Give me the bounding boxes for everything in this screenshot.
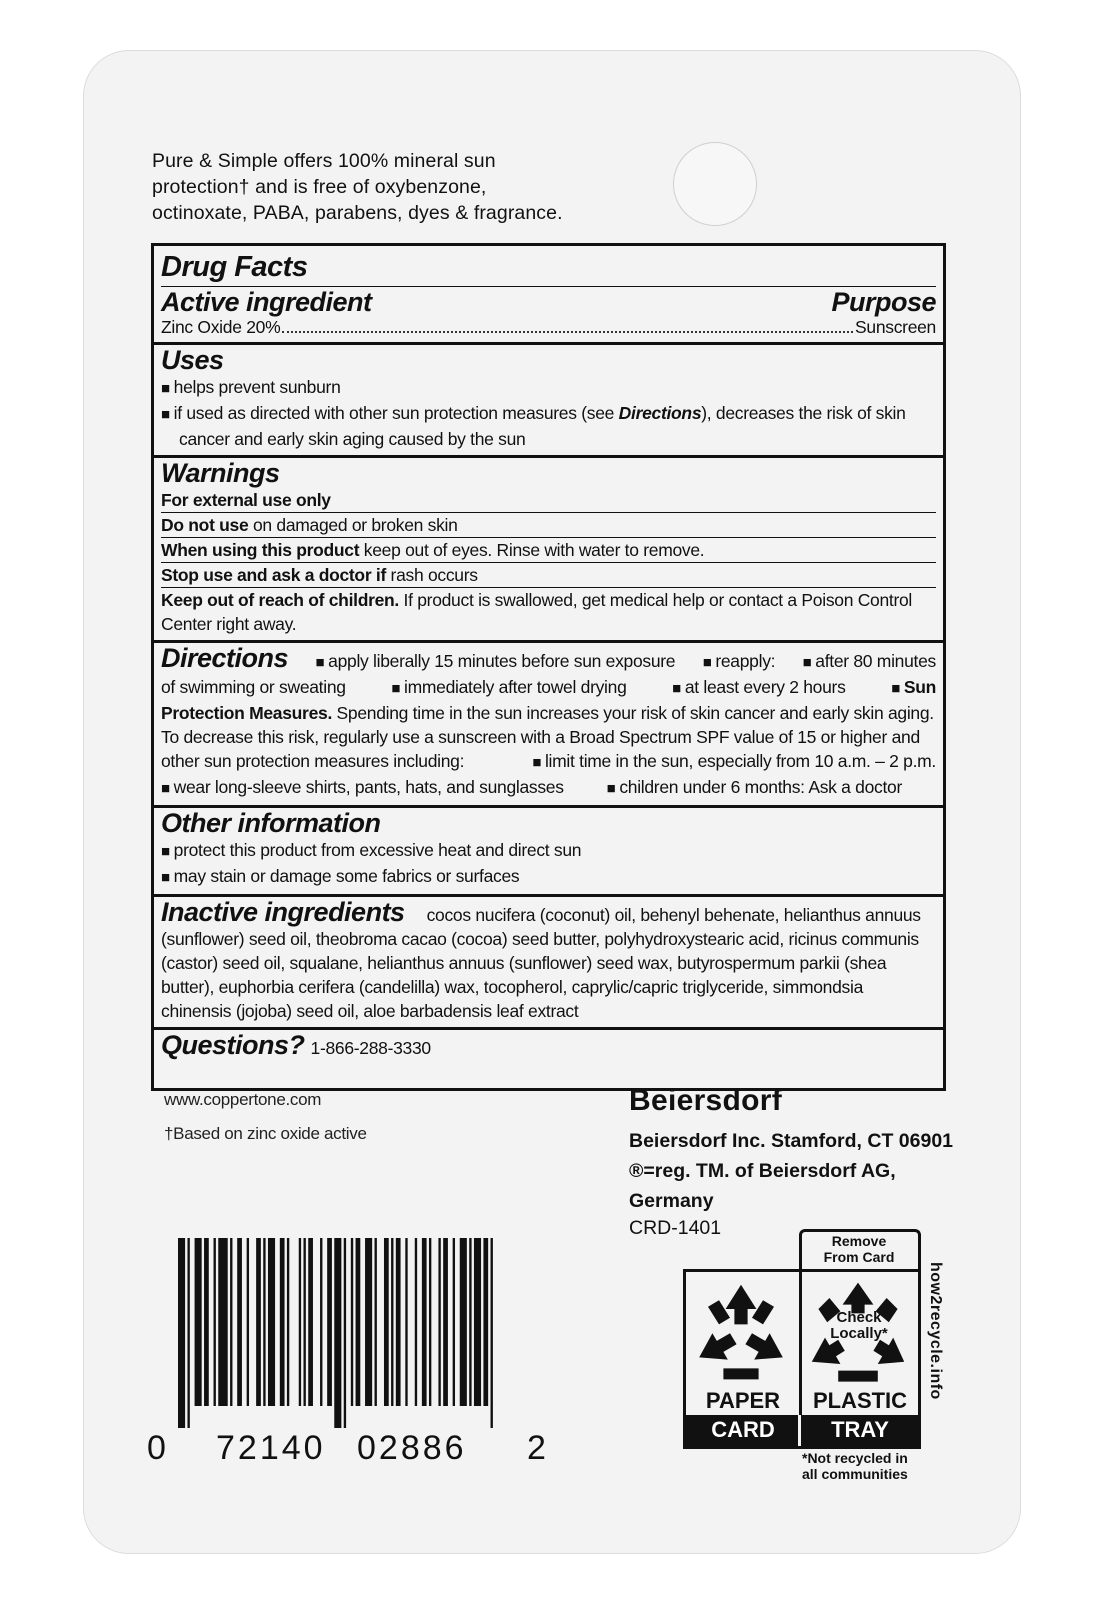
intro-line: protection† and is free of oxybenzone, — [152, 176, 487, 198]
recycle-note-line: *Not recycled in — [802, 1450, 908, 1466]
recycle-note — [802, 1450, 908, 1482]
direction-item: ■ after 80 minutes — [803, 649, 936, 675]
uses-item-text: helps prevent sunburn — [173, 377, 341, 397]
warning-when-using — [161, 538, 936, 563]
barcode-bar — [474, 1238, 481, 1406]
uses-item-text: if used as directed with other sun protection measures (see — [173, 403, 619, 423]
website-url: www.coppertone.com — [164, 1090, 322, 1109]
barcode-bar — [256, 1238, 261, 1406]
direction-text: Spending time in the sun increases your risk of skin cancer and early skin aging. — [332, 703, 934, 723]
address-line: Germany — [629, 1190, 714, 1212]
inactive-section — [154, 897, 943, 1030]
direction-item: ■ limit time in the sun, especially from 10 a.m. – 2 p.m. — [532, 749, 936, 775]
questions-heading: Questions? — [161, 1030, 305, 1060]
inactive-text: butter), euphorbia cerifera (candelilla) wax, tocopherol, caprylic/capric triglyceride, simmondsia — [161, 977, 864, 997]
intro-text — [152, 148, 672, 226]
barcode-bar — [230, 1238, 232, 1406]
uses-item — [161, 375, 936, 401]
barcode-bar — [443, 1238, 448, 1406]
recycle-note-line: all communities — [802, 1466, 908, 1482]
uses-item — [161, 401, 936, 427]
barcode-bar — [268, 1238, 275, 1406]
intro-line: Pure & Simple offers 100% mineral sun — [152, 150, 496, 172]
directions-ref: Directions — [618, 403, 702, 423]
barcode-bar — [460, 1238, 467, 1406]
barcode-bar — [187, 1238, 189, 1428]
warning-text: keep out of eyes. Rinse with water to remove. — [359, 540, 705, 560]
other-info-text: may stain or damage some fabrics or surfaces — [173, 866, 520, 886]
barcode-bar — [263, 1238, 265, 1406]
barcode-bar — [299, 1238, 301, 1406]
footnote: †Based on zinc oxide active — [164, 1124, 367, 1143]
barcode-digit-left: 0 — [147, 1429, 167, 1467]
paper-label: PAPER — [705, 1388, 781, 1413]
direction-item: of swimming or sweating — [161, 677, 346, 697]
warning-do-not-use — [161, 513, 936, 538]
warning-label: Keep out of reach of children. — [161, 590, 399, 610]
direction-item: ■ at least every 2 hours — [672, 675, 845, 701]
plastic-label: PLASTIC — [812, 1388, 908, 1413]
remove-from-card-text — [801, 1233, 917, 1265]
barcode-bar — [453, 1238, 455, 1406]
directions-section — [154, 643, 943, 808]
barcode-bar — [483, 1238, 488, 1406]
inactive-text: chinensis (jojoba) seed oil, aloe barbadensis leaf extract — [161, 1001, 579, 1021]
active-ingredient-name: Zinc Oxide 20% — [161, 317, 281, 337]
card-label: CARD — [711, 1417, 775, 1442]
product-code: CRD-1401 — [629, 1217, 722, 1239]
barcode-bar — [356, 1238, 361, 1406]
barcode-bar — [365, 1238, 372, 1406]
warning-label: Do not use — [161, 515, 249, 535]
inactive-text: (castor) seed oil, squalane, helianthus annuus (sunflower) seed wax, butyrospermum parkii (shea — [161, 953, 887, 973]
direction-item: ■ reapply: — [703, 649, 776, 675]
uses-item-text: ), decreases the risk of skin — [701, 403, 906, 423]
purpose-heading: Purpose — [831, 287, 936, 317]
barcode-bar — [247, 1238, 249, 1406]
warnings-heading: Warnings — [161, 458, 280, 488]
barcode-bar — [415, 1238, 417, 1406]
inactive-text: cocos nucifera (coconut) oil, behenyl behenate, helianthus annuus — [426, 905, 921, 925]
warning-stop-use — [161, 563, 936, 588]
barcode-group-1: 72140 — [216, 1429, 326, 1467]
recycle-text: Check — [836, 1309, 882, 1326]
barcode-bar — [178, 1238, 185, 1428]
barcode-bar — [469, 1238, 471, 1406]
barcode-bar — [280, 1238, 285, 1406]
how2recycle-site: how2recycle.info — [927, 1262, 944, 1400]
warning-label: Stop use and ask a doctor if — [161, 565, 386, 585]
direction-item: ■ apply liberally 15 minutes before sun exposure — [316, 649, 676, 675]
barcode-bar — [396, 1238, 401, 1406]
drug-facts-panel — [151, 243, 946, 1091]
other-info-item — [161, 864, 936, 890]
questions-section — [154, 1030, 943, 1060]
barcode-digit-right: 2 — [527, 1429, 547, 1467]
warning-label: When using this product — [161, 540, 360, 560]
barcode-bar — [287, 1238, 289, 1406]
barcode-bar — [429, 1238, 431, 1406]
direction-text: To decrease this risk, regularly use a sunscreen with a Broad Spectrum SPF value of 15 or higher and — [161, 727, 920, 747]
barcode-bar — [214, 1238, 216, 1406]
barcode-group-2: 02886 — [357, 1429, 467, 1467]
warning-text: rash occurs — [385, 565, 478, 585]
barcode-bar — [204, 1238, 209, 1406]
barcode-bar — [422, 1238, 427, 1406]
direction-item: ■ Sun — [891, 675, 936, 701]
barcode-bar — [491, 1238, 493, 1428]
other-info-heading: Other information — [161, 808, 381, 838]
warnings-section — [154, 458, 943, 643]
barcode-bar — [438, 1238, 440, 1406]
barcode-bar — [308, 1238, 313, 1406]
other-info-text: protect this product from excessive heat and direct sun — [173, 840, 582, 860]
barcode-bar — [384, 1238, 389, 1406]
direction-text: other sun protection measures including: — [161, 751, 465, 771]
barcode-bar — [303, 1238, 305, 1406]
directions-heading: Directions — [161, 643, 289, 673]
barcode-bar — [320, 1238, 322, 1406]
uses-heading: Uses — [161, 345, 224, 375]
barcode-bar — [327, 1238, 332, 1406]
dot-leader — [282, 331, 853, 333]
barcode-bar — [344, 1238, 346, 1428]
direction-item: ■ immediately after towel drying — [391, 675, 626, 701]
manufacturer-address — [629, 1126, 953, 1216]
address-line: Beiersdorf Inc. Stamford, CT 06901 — [629, 1130, 954, 1152]
barcode-bar — [237, 1238, 242, 1406]
barcode-bar — [405, 1238, 407, 1406]
tray-label: TRAY — [831, 1417, 889, 1442]
active-section — [154, 246, 943, 345]
active-ingredient-purpose: Sunscreen — [855, 317, 936, 337]
warning-text: on damaged or broken skin — [248, 515, 458, 535]
inactive-heading: Inactive ingredients — [161, 897, 405, 927]
address-line: ®=reg. TM. of Beiersdorf AG, — [629, 1160, 896, 1182]
recycle-text: Locally* — [830, 1325, 888, 1342]
intro-line: octinoxate, PABA, parabens, dyes & fragrance. — [152, 202, 563, 224]
inactive-text: (sunflower) seed oil, theobroma cacao (cocoa) seed butter, polyhydroxystearic acid, ricinus communis — [161, 929, 919, 949]
active-ingredient-heading: Active ingredient — [161, 287, 372, 317]
recycle-text: From Card — [823, 1249, 895, 1265]
other-info-section — [154, 808, 943, 897]
recycle-arrows-icon — [686, 1276, 796, 1386]
warning-text: If product is swallowed, get medical help or contact a Poison Control — [398, 590, 913, 610]
barcode-bar — [218, 1238, 227, 1406]
brand-name: Beiersdorf — [629, 1084, 783, 1117]
direction-label: Protection Measures. — [161, 703, 332, 723]
other-info-item — [161, 838, 936, 864]
hang-hole — [673, 142, 757, 226]
check-locally-text — [801, 1310, 917, 1342]
barcode-bar — [375, 1238, 377, 1406]
direction-item: ■ children under 6 months: Ask a doctor — [607, 775, 902, 801]
direction-item: ■ wear long-sleeve shirts, pants, hats, and sunglasses — [161, 775, 564, 801]
barcode — [178, 1238, 500, 1428]
recycle-text: Remove — [831, 1233, 887, 1249]
barcode-bar — [334, 1238, 341, 1428]
barcode-bar — [195, 1238, 202, 1406]
uses-item-text: cancer and early skin aging caused by the sun — [179, 429, 526, 449]
warning-children — [161, 588, 936, 612]
questions-phone: 1-866-288-3330 — [310, 1038, 431, 1058]
uses-section — [154, 345, 943, 458]
warning-text: Center right away. — [161, 614, 297, 634]
drug-facts-title: Drug Facts — [161, 246, 936, 287]
barcode-bar — [351, 1238, 353, 1406]
barcode-bar — [391, 1238, 393, 1406]
external-use: For external use only — [161, 488, 936, 513]
